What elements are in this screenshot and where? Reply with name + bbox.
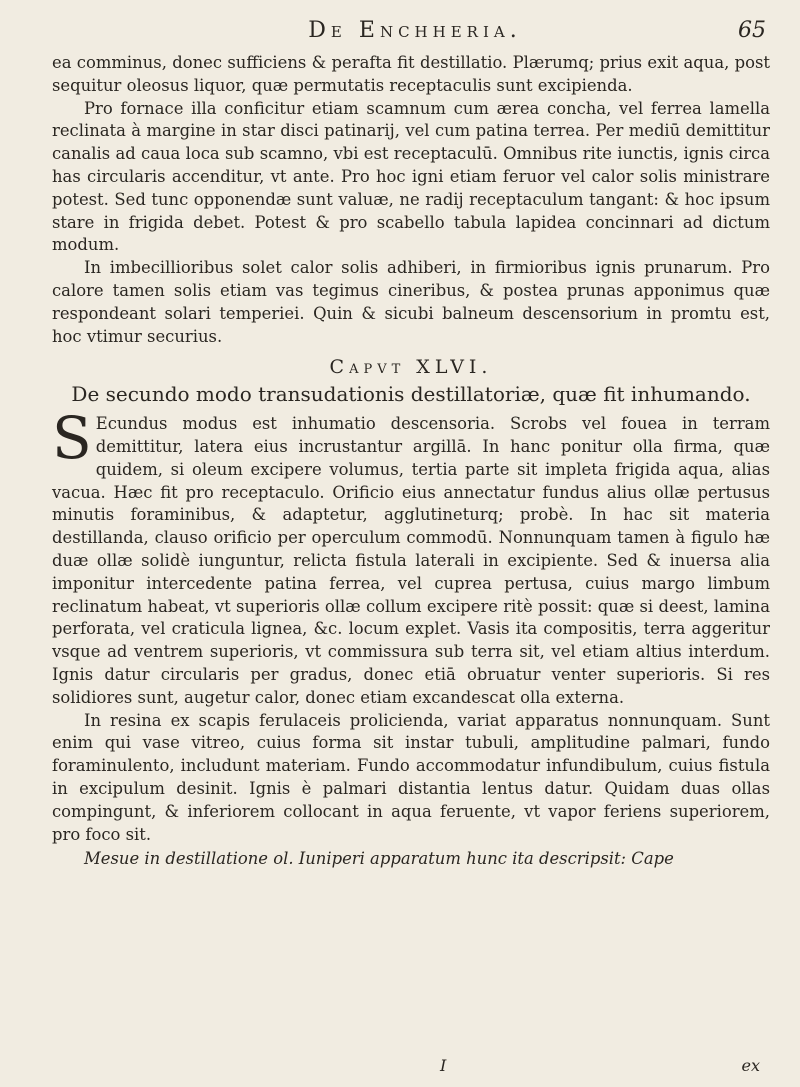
paragraph-resina: In resina ex scapis ferulaceis prolicienda, variat apparatus nonnunquam. Sunt enim qui vase vitreo, cuius forma sit instar tubuli, amplitudine palmari, fundo foraminulento, includunt materiam. Fundo accommodatur infundibulum, cuius fistula in excipulum desinit. Ignis è palmari distantia lentus datur. Quidam duas ollas compingunt, & inferiorem collocant in aqua feruente, vt vapor feriens superiorem, pro foco sit. (52, 710, 770, 844)
catchword: ex (741, 1056, 760, 1075)
paragraph-continuation: ea comminus, donec sufficiens & perafta fit destillatio. Plærumq; prius exit aqua, post sequitur oleosus liquor, quæ permutatis receptaculis sunt excipienda. (52, 53, 770, 95)
paragraph-mesue: Mesue in destillatione ol. Iuniperi apparatum hunc ita descripsit: Cape (84, 849, 674, 869)
running-head: De Enchheria. (308, 18, 522, 43)
page-number: 65 (738, 18, 766, 43)
drop-cap: S (52, 404, 92, 473)
page-body (52, 52, 770, 871)
page-header (60, 14, 770, 50)
paragraph-inhumatio-text: Ecundus modus est inhumatio descensoria. Scrobs vel fouea in terram demittitur, latera eius incrustantur argillā. In hanc ponitur olla firma, quæ quidem, si oleum excipere volumus, tertia parte sit impleta frigida aqua, alias vacua. Hæc fit pro receptaculo. Orificio eius annectatur fundus alius ollæ pertusus minutis foraminibus, & adaptetur, agglutineturq; probè. In hac sit materia destillanda, clauso orificio per operculum commodū. Nonnunquam tamen à figulo hæ duæ ollæ solidè iunguntur, relicta fistula laterali in excipiente. Sed & inuersa alia imponitur intercedente patina ferrea, vel cuprea pertusa, cuius margo limbum reclinatum habeat, vt superioris ollæ collum excipere ritè possit: quæ si deest, lamina perforata, vel craticula lignea, &c. locum explet. Vasis ita compositis, terra aggeritur vsque ad ventrem superioris, vt commissura sub terra sit, vel etiam altius interdum. Ignis datur circularis per gradus, donec etiā obruatur venter superioris. Si res solidiores sunt, augetur calor, donec etiam excandescat olla externa. (52, 414, 770, 707)
chapter-title: De secundo modo transudationis destillatoriæ, quæ fit inhumando. (71, 382, 751, 407)
signature-mark: I (440, 1056, 447, 1075)
paragraph-calor: In imbecillioribus solet calor solis adhiberi, in firmioribus ignis prunarum. Pro calore tamen solis etiam vas tegimus cineribus, & postea prunas apponimus quæ respondeant solari temperiei. Quin & sicubi balneum descensorium in promtu est, hoc vtimur securius. (52, 258, 770, 346)
paragraph-inhumatio (52, 404, 770, 709)
chapter-heading: Capvt XLVI. (329, 356, 493, 379)
paragraph-fornace: Pro fornace illa conficitur etiam scamnum cum ærea concha, vel ferrea lamella reclinata à margine in star disci patinarij, vel cum patina terrea. Per mediū demittitur canalis ad caua loca sub scamno, vbi est receptaculū. Omnibus rite iunctis, ignis circa has circularis accenditur, vt ante. Pro hoc igni etiam feruor vel calor solis ministrare potest. Sed tunc opponendæ sunt valuæ, ne radij receptaculum tangant: & hoc ipsum stare in frigida debet. Potest & pro scabello tabula lapidea concinnari ad dictum modum. (52, 98, 770, 255)
